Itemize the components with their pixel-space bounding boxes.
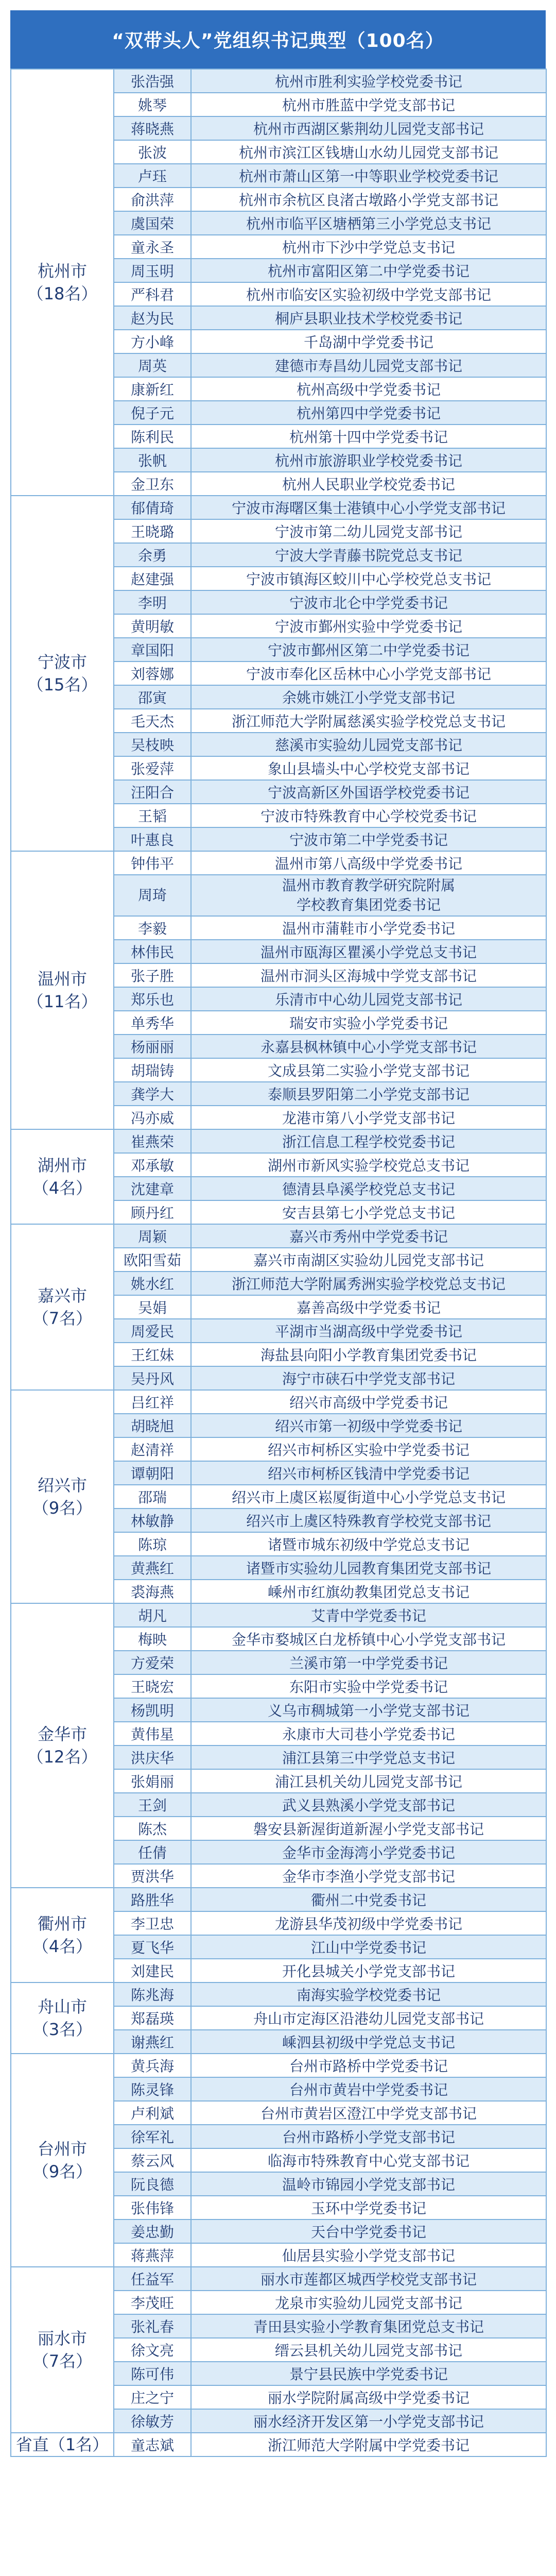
person-name: 周英 [114, 353, 191, 377]
person-title: 杭州市滨江区钱塘山水幼儿园党支部书记 [191, 140, 546, 164]
person-name: 李明 [114, 590, 191, 614]
city-count: （9名） [32, 2162, 93, 2181]
person-name: 胡晓旭 [114, 1414, 191, 1437]
person-name: 王晓宏 [114, 1674, 191, 1698]
city-name: 衢州市 [37, 1914, 87, 1934]
person-name: 邵寅 [114, 685, 191, 709]
person-name: 夏飞华 [114, 1935, 191, 1959]
person-name: 陈琼 [114, 1532, 191, 1556]
person-title: 宁波市第二幼儿园党支部书记 [191, 519, 546, 543]
person-name: 黄明敏 [114, 614, 191, 638]
person-name: 赵清祥 [114, 1437, 191, 1461]
person-title: 绍兴市第一初级中学党委书记 [191, 1414, 546, 1437]
city-name: 湖州市 [37, 1156, 87, 1175]
person-title: 慈溪市实验幼儿园党支部书记 [191, 733, 546, 756]
person-title: 永嘉县枫林镇中心小学党支部书记 [191, 1035, 546, 1058]
city-count: （3名） [32, 2020, 93, 2039]
person-title: 台州市路桥中学党委书记 [191, 2054, 546, 2077]
person-name: 单秀华 [114, 1011, 191, 1035]
person-title: 金华市金海湾小学党委书记 [191, 1840, 546, 1864]
person-name: 方小峰 [114, 330, 191, 353]
table-row [11, 1603, 546, 1627]
person-title: 温州市教育教学研究院附属 学校教育集团党委书记 [191, 875, 546, 916]
person-name: 陈杰 [114, 1817, 191, 1840]
table-row [11, 2433, 546, 2456]
city-cell [11, 1888, 114, 1982]
person-name: 陈可伟 [114, 2362, 191, 2385]
person-title: 浙江信息工程学校党委书记 [191, 1129, 546, 1153]
person-title: 宁波市第二中学党委书记 [191, 827, 546, 851]
person-name: 任益军 [114, 2267, 191, 2291]
city-count: （4名） [32, 1178, 93, 1198]
person-title: 台州市路桥小学党支部书记 [191, 2125, 546, 2148]
person-name: 龚学大 [114, 1082, 191, 1106]
person-title: 武义县熟溪小学党支部书记 [191, 1793, 546, 1817]
person-title: 龙港市第八小学党支部书记 [191, 1106, 546, 1129]
table-row [11, 1224, 546, 1248]
person-title: 东阳市实验中学党委书记 [191, 1674, 546, 1698]
person-name: 周爱民 [114, 1319, 191, 1343]
person-name: 庄之宁 [114, 2385, 191, 2409]
person-name: 姚琴 [114, 93, 191, 116]
person-name: 刘建民 [114, 1959, 191, 1982]
person-title: 杭州市旅游职业学校党委书记 [191, 448, 546, 472]
person-title: 绍兴市柯桥区实验中学党委书记 [191, 1437, 546, 1461]
city-cell [11, 1603, 114, 1888]
table-row [11, 1888, 546, 1911]
person-title: 文成县第二实验小学党支部书记 [191, 1058, 546, 1082]
person-name: 王剑 [114, 1793, 191, 1817]
city-count: （1名） [48, 2435, 109, 2454]
person-title: 宁波市镇海区蛟川中心学校党总支书记 [191, 567, 546, 590]
person-name: 赵建强 [114, 567, 191, 590]
person-title: 宁波高新区外国语学校党委书记 [191, 780, 546, 804]
person-title: 磐安县新渥街道新渥小学党支部书记 [191, 1817, 546, 1840]
person-name: 姜忠勤 [114, 2219, 191, 2243]
person-title: 丽水市莲都区城西学校党支部书记 [191, 2267, 546, 2291]
person-title: 金华市婺城区白龙桥镇中心小学党支部书记 [191, 1627, 546, 1651]
city-cell [11, 2054, 114, 2267]
person-name: 严科君 [114, 282, 191, 306]
person-title: 海宁市硖石中学党支部书记 [191, 1366, 546, 1390]
person-name: 洪庆华 [114, 1745, 191, 1769]
person-name: 刘蓉娜 [114, 662, 191, 685]
person-title: 绍兴市上虞区特殊教育学校党支部书记 [191, 1509, 546, 1532]
city-name: 杭州市 [37, 261, 87, 281]
person-name: 毛天杰 [114, 709, 191, 733]
person-name: 徐敏芳 [114, 2409, 191, 2433]
person-name: 张爱萍 [114, 756, 191, 780]
person-name: 张帆 [114, 448, 191, 472]
person-name: 周玉明 [114, 259, 191, 282]
person-name: 章国阳 [114, 638, 191, 662]
person-name: 余勇 [114, 543, 191, 567]
city-cell [11, 1390, 114, 1603]
person-name: 金卫东 [114, 472, 191, 496]
person-title: 诸暨市实验幼儿园教育集团党支部书记 [191, 1556, 546, 1580]
table-row [11, 2267, 546, 2291]
person-title: 绍兴市高级中学党委书记 [191, 1390, 546, 1414]
table-row [11, 1982, 546, 2006]
person-name: 路胜华 [114, 1888, 191, 1911]
person-title: 杭州市临平区塘栖第三小学党总支书记 [191, 211, 546, 235]
person-title: 衢州二中党委书记 [191, 1888, 546, 1911]
person-name: 童永圣 [114, 235, 191, 259]
person-name: 倪子元 [114, 401, 191, 425]
city-name: 绍兴市 [37, 1476, 87, 1495]
person-name: 李卫忠 [114, 1911, 191, 1935]
city-name: 温州市 [37, 969, 87, 989]
person-title: 义乌市稠城第一小学党支部书记 [191, 1698, 546, 1722]
person-title: 杭州市胜利实验学校党委书记 [191, 69, 546, 93]
person-title: 温岭市锦园小学党支部书记 [191, 2172, 546, 2196]
person-name: 卢利斌 [114, 2101, 191, 2125]
person-name: 周琦 [114, 875, 191, 916]
person-title: 杭州高级中学党委书记 [191, 377, 546, 401]
person-title: 丽水学院附属高级中学党委书记 [191, 2385, 546, 2409]
person-name: 王晓璐 [114, 519, 191, 543]
person-name: 黄伟星 [114, 1722, 191, 1745]
person-name: 俞洪萍 [114, 188, 191, 211]
person-title: 南海实验学校党委书记 [191, 1982, 546, 2006]
person-name: 康新红 [114, 377, 191, 401]
person-name: 赵为民 [114, 306, 191, 330]
person-title: 宁波市北仑中学党委书记 [191, 590, 546, 614]
person-name: 邵瑞 [114, 1485, 191, 1509]
person-name: 张波 [114, 140, 191, 164]
city-count: （12名） [27, 1747, 98, 1767]
person-title: 德清县阜溪学校党总支书记 [191, 1177, 546, 1200]
person-title: 宁波市海曙区集士港镇中心小学党支部书记 [191, 496, 546, 519]
person-name: 谢燕红 [114, 2030, 191, 2054]
person-title: 杭州人民职业学校党委书记 [191, 472, 546, 496]
person-name: 邓承敏 [114, 1153, 191, 1177]
person-name: 梅映 [114, 1627, 191, 1651]
person-title: 仙居县实验小学党支部书记 [191, 2243, 546, 2267]
person-name: 卢珏 [114, 164, 191, 188]
person-title: 宁波市鄞州实验中学党委书记 [191, 614, 546, 638]
person-title: 龙游县华茂初级中学党委书记 [191, 1911, 546, 1935]
person-title: 温州市第八高级中学党委书记 [191, 851, 546, 875]
person-name: 阮良德 [114, 2172, 191, 2196]
city-count: （9名） [32, 1498, 93, 1518]
person-name: 郑磊瑛 [114, 2006, 191, 2030]
person-name: 陈兆海 [114, 1982, 191, 2006]
person-title: 千岛湖中学党委书记 [191, 330, 546, 353]
person-name: 方爱荣 [114, 1651, 191, 1674]
person-name: 冯亦威 [114, 1106, 191, 1129]
city-name: 台州市 [37, 2139, 87, 2159]
person-name: 吴丹风 [114, 1366, 191, 1390]
person-name: 胡瑞铸 [114, 1058, 191, 1082]
person-name: 陈利民 [114, 425, 191, 448]
person-name: 李毅 [114, 916, 191, 940]
person-title: 安吉县第七小学党总支书记 [191, 1200, 546, 1224]
person-name: 欧阳雪茹 [114, 1248, 191, 1272]
person-title: 浦江县机关幼儿园党支部书记 [191, 1769, 546, 1793]
roster-table [10, 69, 547, 2457]
person-name: 虞国荣 [114, 211, 191, 235]
person-title: 瑞安市实验小学党委书记 [191, 1011, 546, 1035]
person-name: 周颖 [114, 1224, 191, 1248]
person-title: 绍兴市上虞区崧厦街道中心小学党总支书记 [191, 1485, 546, 1509]
person-title: 玉环中学党委书记 [191, 2196, 546, 2219]
person-title: 宁波市鄞州区第二中学党委书记 [191, 638, 546, 662]
city-cell [11, 1129, 114, 1224]
person-name: 蒋燕萍 [114, 2243, 191, 2267]
person-title: 浦江县第三中学党总支书记 [191, 1745, 546, 1769]
person-title: 杭州市萧山区第一中等职业学校党委书记 [191, 164, 546, 188]
person-title: 金华市李渔小学党支部书记 [191, 1864, 546, 1888]
person-name: 吴枝映 [114, 733, 191, 756]
person-name: 叶惠良 [114, 827, 191, 851]
person-title: 景宁县民族中学党委书记 [191, 2362, 546, 2385]
person-name: 陈灵锋 [114, 2077, 191, 2101]
city-count: （4名） [32, 1937, 93, 1956]
person-name: 李茂旺 [114, 2291, 191, 2314]
person-name: 张礼春 [114, 2314, 191, 2338]
person-name: 张伟锋 [114, 2196, 191, 2219]
city-cell [11, 1982, 114, 2054]
city-name: 金华市 [37, 1724, 87, 1744]
person-title: 天台中学党委书记 [191, 2219, 546, 2243]
city-count: （18名） [27, 284, 98, 303]
person-name: 汪阳合 [114, 780, 191, 804]
person-title: 杭州第十四中学党委书记 [191, 425, 546, 448]
person-title: 台州市黄岩中学党委书记 [191, 2077, 546, 2101]
person-name: 谭朝阳 [114, 1461, 191, 1485]
person-name: 沈建章 [114, 1177, 191, 1200]
table-row [11, 1129, 546, 1153]
person-title: 杭州市临安区实验初级中学党支部书记 [191, 282, 546, 306]
table-row [11, 851, 546, 875]
person-name: 杨丽丽 [114, 1035, 191, 1058]
person-title: 舟山市定海区沿港幼儿园党支部书记 [191, 2006, 546, 2030]
person-name: 杨凯明 [114, 1698, 191, 1722]
roster-body [11, 69, 546, 2456]
person-title: 缙云县机关幼儿园党支部书记 [191, 2338, 546, 2362]
person-title: 泰顺县罗阳第二小学党支部书记 [191, 1082, 546, 1106]
person-title: 嵊泗县初级中学党总支书记 [191, 2030, 546, 2054]
city-name: 舟山市 [37, 1997, 87, 2016]
table-row [11, 496, 546, 519]
person-name: 郑乐也 [114, 987, 191, 1011]
city-cell [11, 1224, 114, 1390]
person-title: 台州市黄岩区澄江中学党支部书记 [191, 2101, 546, 2125]
city-name: 嘉兴市 [37, 1286, 87, 1306]
person-title: 宁波大学青藤书院党总支书记 [191, 543, 546, 567]
person-name: 顾丹红 [114, 1200, 191, 1224]
city-count: （11名） [27, 992, 98, 1011]
city-cell [11, 851, 114, 1129]
person-title: 嘉善高级中学党委书记 [191, 1295, 546, 1319]
person-name: 郁倩琦 [114, 496, 191, 519]
person-title: 温州市洞头区海城中学党支部书记 [191, 963, 546, 987]
person-name: 王韬 [114, 804, 191, 827]
person-title: 乐清市中心幼儿园党支部书记 [191, 987, 546, 1011]
table-row [11, 2054, 546, 2077]
person-title: 杭州市西湖区紫荆幼儿园党支部书记 [191, 116, 546, 140]
person-title: 永康市大司巷小学党委书记 [191, 1722, 546, 1745]
person-title: 龙泉市实验幼儿园党支部书记 [191, 2291, 546, 2314]
person-title: 开化县城关小学党支部书记 [191, 1959, 546, 1982]
person-title: 宁波市奉化区岳林中心小学党支部书记 [191, 662, 546, 685]
table-row [11, 69, 546, 93]
person-name: 钟伟平 [114, 851, 191, 875]
person-title: 宁波市特殊教育中心学校党委书记 [191, 804, 546, 827]
person-name: 贾洪华 [114, 1864, 191, 1888]
person-title: 丽水经济开发区第一小学党支部书记 [191, 2409, 546, 2433]
person-name: 崔燕荣 [114, 1129, 191, 1153]
person-name: 黄兵海 [114, 2054, 191, 2077]
person-name: 裘海燕 [114, 1580, 191, 1603]
city-name: 宁波市 [37, 652, 87, 672]
person-title: 象山县墙头中心学校党支部书记 [191, 756, 546, 780]
person-title: 杭州市胜蓝中学党支部书记 [191, 93, 546, 116]
city-cell [11, 496, 114, 851]
person-title: 余姚市姚江小学党支部书记 [191, 685, 546, 709]
person-title: 浙江师范大学附属中学党委书记 [191, 2433, 546, 2456]
person-title: 嘉兴市秀州中学党委书记 [191, 1224, 546, 1248]
table-row [11, 1390, 546, 1414]
person-title: 嵊州市红旗幼教集团党总支书记 [191, 1580, 546, 1603]
person-name: 徐文亮 [114, 2338, 191, 2362]
person-title: 杭州市余杭区良渚古墩路小学党支部书记 [191, 188, 546, 211]
person-title: 浙江师范大学附属秀洲实验学校党总支书记 [191, 1272, 546, 1295]
city-count: （7名） [32, 2351, 93, 2371]
person-name: 张子胜 [114, 963, 191, 987]
person-name: 蒋晓燕 [114, 116, 191, 140]
person-name: 任倩 [114, 1840, 191, 1864]
city-name: 丽水市 [37, 2329, 87, 2348]
page-title: “双带头人”党组织书记典型（100名） [10, 10, 546, 69]
person-name: 蔡云风 [114, 2148, 191, 2172]
person-title: 绍兴市柯桥区钱清中学党委书记 [191, 1461, 546, 1485]
person-name: 徐军礼 [114, 2125, 191, 2148]
person-title: 温州市蒲鞋市小学党委书记 [191, 916, 546, 940]
city-count: （7名） [32, 1309, 93, 1328]
city-count: （15名） [27, 675, 98, 694]
person-name: 吕红祥 [114, 1390, 191, 1414]
person-title: 杭州市富阳区第二中学党委书记 [191, 259, 546, 282]
city-cell [11, 2267, 114, 2433]
city-cell [11, 69, 114, 496]
person-title: 杭州市下沙中学党总支书记 [191, 235, 546, 259]
person-name: 胡凡 [114, 1603, 191, 1627]
person-title: 艾青中学党委书记 [191, 1603, 546, 1627]
person-title: 海盐县向阳小学教育集团党委书记 [191, 1343, 546, 1366]
city-cell [11, 2433, 114, 2456]
person-name: 黄燕红 [114, 1556, 191, 1580]
person-name: 王红妹 [114, 1343, 191, 1366]
person-title: 青田县实验小学教育集团党总支书记 [191, 2314, 546, 2338]
person-name: 林敏静 [114, 1509, 191, 1532]
person-title: 兰溪市第一中学党委书记 [191, 1651, 546, 1674]
person-title: 平湖市当湖高级中学党委书记 [191, 1319, 546, 1343]
person-title: 临海市特殊教育中心党支部书记 [191, 2148, 546, 2172]
person-name: 林伟民 [114, 940, 191, 963]
city-name: 省直 [15, 2435, 49, 2454]
person-title: 浙江师范大学附属慈溪实验学校党总支书记 [191, 709, 546, 733]
person-title: 诸暨市城东初级中学党总支书记 [191, 1532, 546, 1556]
person-name: 童志斌 [114, 2433, 191, 2456]
person-name: 吴娟 [114, 1295, 191, 1319]
person-title: 嘉兴市南湖区实验幼儿园党支部书记 [191, 1248, 546, 1272]
person-name: 姚水红 [114, 1272, 191, 1295]
person-name: 张浩强 [114, 69, 191, 93]
person-title: 杭州第四中学党委书记 [191, 401, 546, 425]
person-title: 江山中学党委书记 [191, 1935, 546, 1959]
person-title: 建德市寿昌幼儿园党支部书记 [191, 353, 546, 377]
person-name: 张娟丽 [114, 1769, 191, 1793]
person-title: 温州市瓯海区瞿溪小学党总支书记 [191, 940, 546, 963]
person-title: 湖州市新风实验学校党总支书记 [191, 1153, 546, 1177]
person-title: 桐庐县职业技术学校党委书记 [191, 306, 546, 330]
